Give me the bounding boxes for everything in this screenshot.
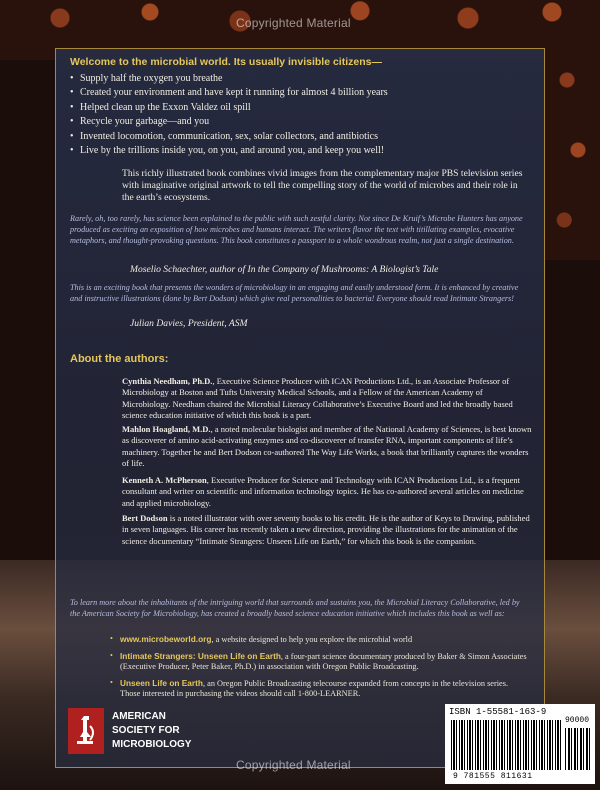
review-attribution-1: Moselio Schaechter, author of In the Company of Mushrooms: A Biologist’s Tale <box>130 264 439 275</box>
list-item: • www.microbeworld.org, a website designed to help you explore the microbial world <box>110 634 530 646</box>
review-quote-1: Rarely, oh, too rarely, has science been explained to the public with such zestful clarity. Not since De Kruif’s Microbe Hunters has anyone produced as exciting an exposition of how microbes and humans interact. The writers flavor the text with titillating examples, evocative metaphors, and thought-provoking questions. This book constitutes a passport to a whole wondrous realm, not just a single destination. <box>70 214 523 245</box>
publisher-logo <box>68 708 208 754</box>
list-item: • Live by the trillions inside you, on you, and around you, and keep you well! <box>70 144 530 158</box>
barcode-bars <box>451 720 561 770</box>
microbe-background-right <box>545 60 600 260</box>
microscope-icon <box>68 708 104 754</box>
price-code: 90000 <box>565 716 590 725</box>
list-item: • Supply half the oxygen you breathe <box>70 72 530 86</box>
author-bio: Kenneth A. McPherson, Executive Producer for Science and Technology with ICAN Productions Ltd., is a frequent consultant and writer on scientific and information technology topics. He has co-authored several articles on medicine and applied microbiology. <box>122 475 524 508</box>
author-bio: Bert Dodson is a noted illustrator with over seventy books to his credit. He is the author of Keys to Drawing, published in seven languages. His career has recently taken a new direction, providing the illustrations for the animation of the science documentary “Intimate Strangers: Unseen Life on Earth,” for which this book is the companion. <box>122 513 530 546</box>
barcode <box>445 704 595 784</box>
price-barcode-bars <box>565 728 591 770</box>
welcome-heading: Welcome to the microbial world. Its usually invisible citizens— <box>70 56 382 68</box>
publisher-name: AMERICAN SOCIETY FOR MICROBIOLOGY <box>112 711 192 750</box>
author-bio: Mahlon Hoagland, M.D., a noted molecular biologist and member of the National Academy of Sciences, is best known as discoverer of amino acid-activating enzymes and co-discoverer of transfer RNA, important components of life’s machinery. Together he and Bert Dodson co-authored The Way Life Works, a book that brilliantly captures the wonders of life. <box>122 424 532 469</box>
list-item: • Helped clean up the Exxon Valdez oil spill <box>70 101 530 115</box>
list-item: • Invented locomotion, communication, sex, solar collectors, and antibiotics <box>70 130 530 144</box>
intro-paragraph: This richly illustrated book combines vivid images from the complementary major PBS television series with imaginative original artwork to tell the compelling story of the world of microbes and their role in the earth’s ecosystems. <box>122 168 523 203</box>
review-attribution-2: Julian Davies, President, ASM <box>130 318 248 329</box>
learn-more-paragraph: To learn more about the inhabitants of the intriguing world that surrounds and sustains you, the Microbial Literacy Collaborative, led by the American Society for Microbiology, has created a broadly based science education initiative which includes this book as well as: <box>70 598 520 618</box>
resource-list <box>110 634 530 705</box>
watermark-top: Copyrighted Material <box>236 16 351 30</box>
about-authors-heading: About the authors: <box>70 353 169 365</box>
watermark-bottom: Copyrighted Material <box>236 758 351 772</box>
isbn: ISBN 1-55581-163-9 <box>449 707 547 717</box>
benefit-list <box>70 72 530 158</box>
list-item: • Unseen Life on Earth, an Oregon Public Broadcasting telecourse expanded from concepts in the television series. Those interested in purchasing the videos should call 1-800-LEARNER. <box>110 678 530 700</box>
list-item: • Intimate Strangers: Unseen Life on Earth, a four-part science documentary produced by Baker & Simon Associates (Executive Producer, Peter Baker, Ph.D.) in association with Oregon Public Broadcasting. <box>110 651 530 673</box>
list-item: • Recycle your garbage—and you <box>70 115 530 129</box>
barcode-number: 9 781555 811631 <box>453 772 533 781</box>
author-bio: Cynthia Needham, Ph.D., Executive Science Producer with ICAN Productions Ltd., is an Associate Professor of Microbiology at Boston and Tufts University Medical Schools, and a Fellow of the American Academy of Microbiology. Needham chaired the Microbial Literacy Collaborative’s Executive Board and led the broadly based science education initiative of which this book is a part. <box>122 376 513 421</box>
website-link[interactable]: www.microbeworld.org <box>120 634 212 644</box>
review-quote-2: This is an exciting book that presents the wonders of microbiology in an engaging and easily understood form. It is enhanced by creative and instructive illustrations (done by Bert Dodson) which give real personalities to bacteria! Everyone should read Intimate Strangers! <box>70 283 519 303</box>
list-item: • Created your environment and have kept it running for almost 4 billion years <box>70 86 530 100</box>
